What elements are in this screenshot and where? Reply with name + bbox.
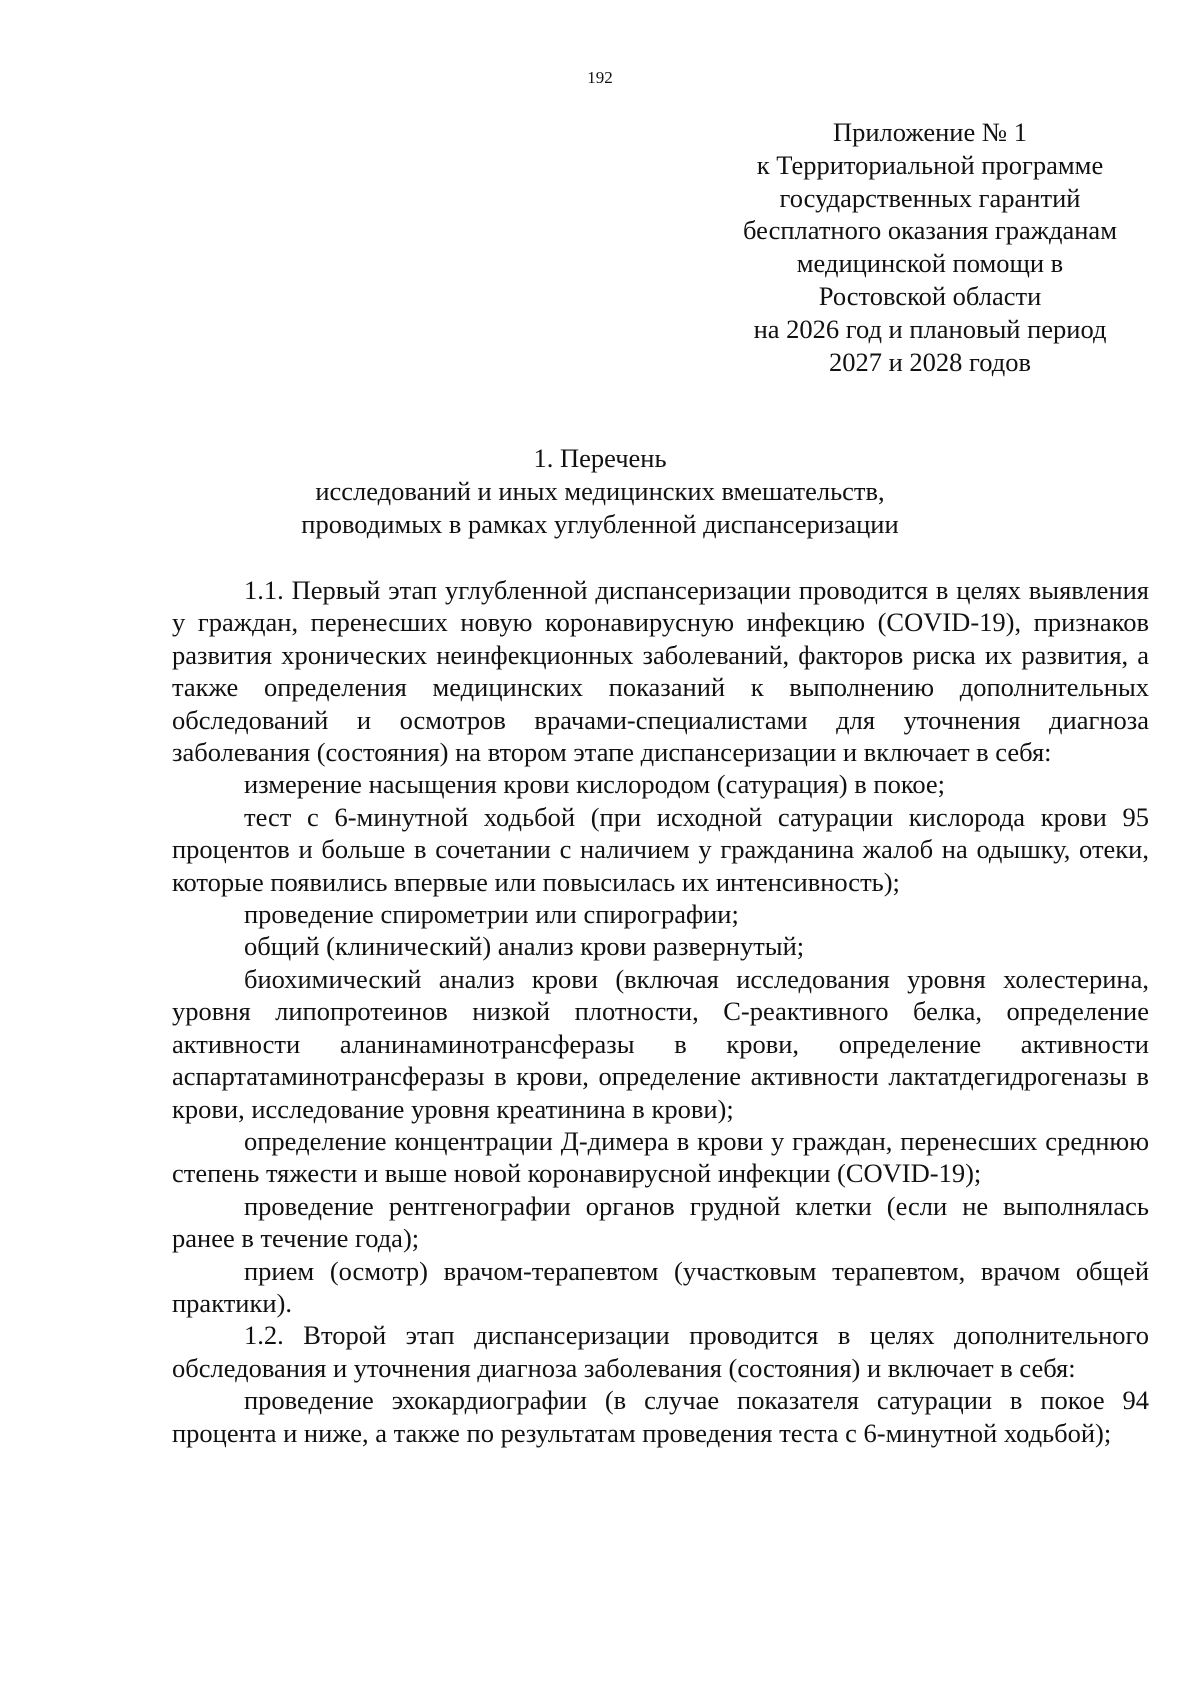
paragraph: проведение эхокардиографии (в случае показателя сатурации в покое 94 процента и ниже, а также по результатам проведения теста с 6-минутной ходьбой); — [172, 1385, 1149, 1448]
appendix-line: бесплатного оказания гражданам — [743, 215, 1117, 246]
appendix-header — [730, 116, 1130, 378]
appendix-line: на 2026 год и плановый период — [753, 313, 1107, 344]
paragraph: общий (клинический) анализ крови развернутый; — [244, 931, 805, 962]
paragraph: 1.1. Первый этап углубленной диспансеризации проводится в целях выявления у граждан, перенесших новую коронавирусную инфекцию (COVID-19), признаков развития хронических неинфекционных заболеваний, факторов риска их развития, а также определения медицинских показаний к выполнению дополнительных обследований и осмотров врачами-специалистами для уточнения диагноза заболевания (состояния) на втором этапе диспансеризации и включает в себя: — [172, 575, 1149, 768]
appendix-line: государственных гарантий — [779, 182, 1081, 213]
document-body — [172, 574, 1149, 1449]
appendix-line: Ростовской области — [818, 280, 1042, 311]
paragraph: определение концентрации Д-димера в крови у граждан, перенесших среднюю степень тяжести и выше новой коронавирусной инфекции (COVID-19); — [172, 1125, 1149, 1189]
section-title — [0, 442, 1200, 540]
paragraph: биохимический анализ крови (включая исследования уровня холестерина, уровня липопротеинов низкой плотности, С-реактивного белка, определение активности аланинаминотрансферазы в крови, определение активности аспартатаминотрансферазы в крови, определение активности лактатдегидрогеназы в крови, исследование уровня креатинина в крови); — [172, 963, 1149, 1124]
paragraph: проведение рентгенографии органов грудной клетки (если не выполнялась ранее в течение года); — [172, 1190, 1149, 1254]
section-title-line: исследований и иных медицинских вмешательств, — [315, 475, 885, 506]
section-title-line: 1. Перечень — [533, 443, 667, 473]
paragraph: прием (осмотр) врачом-терапевтом (участковым терапевтом, врачом общей практики). — [172, 1255, 1149, 1318]
section-title-line: проводимых в рамках углубленной диспансеризации — [301, 508, 899, 539]
page-number: 192 — [587, 68, 613, 87]
appendix-line: 2027 и 2028 годов — [829, 346, 1031, 377]
paragraph: 1.2. Второй этап диспансеризации проводится в целях дополнительного обследования и уточнения диагноза заболевания (состояния) и включает в себя: — [172, 1320, 1149, 1383]
appendix-line: к Территориальной программе — [756, 149, 1104, 180]
paragraph: проведение спирометрии или спирографии; — [244, 899, 739, 930]
paragraph: измерение насыщения крови кислородом (сатурация) в покое; — [244, 769, 946, 800]
appendix-line: Приложение № 1 — [832, 117, 1027, 147]
paragraph: тест с 6-минутной ходьбой (при исходной сатурации кислорода крови 95 процентов и больше в сочетании с наличием у гражданина жалоб на одышку, отеки, которые появились впервые или повысилась их интенсивность); — [172, 801, 1149, 897]
appendix-line: медицинской помощи в — [796, 248, 1064, 279]
